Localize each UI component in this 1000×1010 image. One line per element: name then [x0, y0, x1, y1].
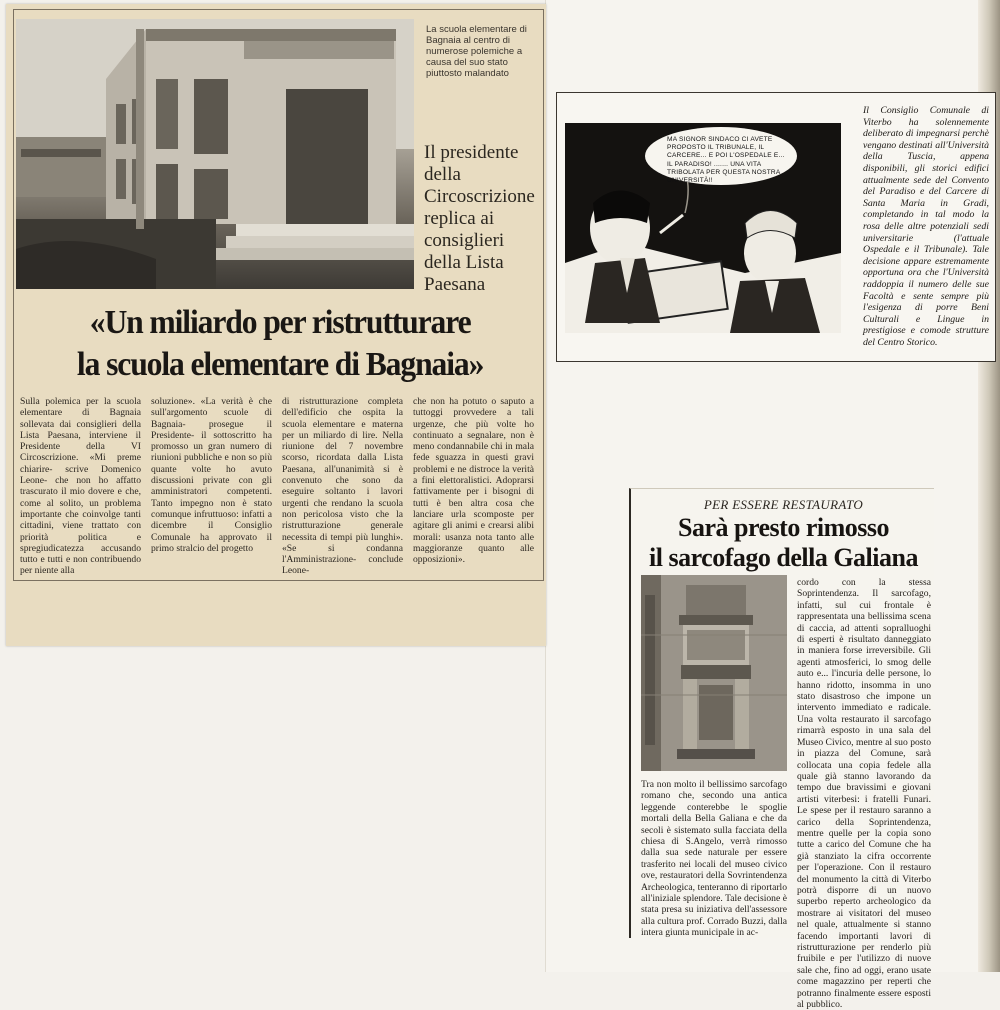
article-title	[631, 513, 936, 573]
article-column-right: cordo con la stessa Soprintendenza. Il sarcofago, infatti, sul cui frontale è rappresentata una bellissima scena di caccia, ad attenti sopralluoghi di esperti è risultato danneggiato in maniera forse irreversibile. Gli agenti atmosferici, lo smog delle auto e... l'incuria delle persone, lo hanno ridotto, insomma in uno stato disastroso che impone un intervento immediato e radicale. Una volta restaurato il sarcofago rimarrà esposto in una sala del Museo Civico, mentre al suo posto in piazza del Comune, sarà collocata una copia fedele alla quale già stanno lavorando da tempo due bravissimi e giovani artisti viterbesi: i fratelli Funari. Le spese per il restauro saranno a carico della Soprintendenza, mentre quelle per la copia sono tutte a carico del Comune che ha già stanziato la cifra occorrente per l'operazione. Con il restauro del monumento la città di Viterbo potrà disporre di un nuovo superbo reperto archeologico da mostrare ai visitatori del museo nel quale, attualmente si stanno facendo importanti lavori di ristrutturazione per renderlo più fruibile e per l'utilizzo di nuove sale che, fino ad oggi, erano usate come magazzino per reperti che potranno finalmente essere esposti al pubblico.	[797, 577, 931, 1010]
school-building-photo	[16, 19, 414, 289]
sarcophagus-photo	[641, 575, 787, 771]
article-column-1: Sulla polemica per la scuola elementare di Bagnaia sollevata dai consiglieri della Lista Paesana, interviene il Presidente della VI Circoscrizione. «Mi preme chiarire- scrive Domenico Leone- che non ho affatto trascurato il mio dovere e che, come al solito, un problema importante che coinvolge tanti cittadini, viene trattato con priorità politica e spregiudicatezza accusando tutto e tutti e non contribuendo per niente alla	[20, 396, 141, 577]
article-column-3: di ristrutturazione completa dell'edificio che ospita la scuola elementare e materna per un miliardo di lire. Nella riunione del 7 novembre scorso, ricordata dalla Lista Paesana, all'unanimità si è convenuto che sono da eseguire soltanto i lavori urgenti che rendano la scuola non pericolosa visto che la ristrutturazione generale necessita di tempi più lunghi». «Se si condanna l'Amministrazione- conclude Leone-	[282, 396, 403, 577]
photo-caption: La scuola elementare di Bagnaia al centro di numerose polemiche a causa del suo stato piuttosto malandato	[426, 24, 527, 79]
article-headline	[16, 302, 544, 386]
article-body	[20, 396, 534, 576]
sarcophagus-drawing	[641, 575, 787, 771]
headline-line-1: «Un miliardo per ristrutturare	[89, 304, 471, 341]
article-column-2: soluzione». «La verità è che sull'argomento scuole di Bagnaia- prosegue il Presidente- il sottoscritto ha promosso un gran numero di riunioni pubbliche e non so più quante volte ho avuto discussioni private con gli amministratori competenti. Tanto impegno non è stato comunque infruttuoso: infatti a dicembre il Consiglio Comunale ha approvato il primo stralcio del progetto	[151, 396, 272, 554]
clipping-university-cartoon	[556, 92, 996, 362]
article-subhead: Il presidente della Circoscrizione replica ai consiglieri della Lista Paesana	[424, 142, 535, 295]
article-kicker: PER ESSERE RESTAURATO	[703, 497, 864, 512]
title-line-2: il sarcofago della Galiana	[649, 543, 918, 572]
clipping-sarcophagus-article	[629, 488, 934, 1010]
article-column-left: Tra non molto il bellissimo sarcofago romano che, secondo una antica leggende conterebbe le spoglie mortali della Bella Galiana e che da secoli è sistemato sulla facciata della chiesa di S.Angelo, verrà rimosso dalla sua sede naturale per essere trasferito nei locali del museo civico ove, restauratori della Sovrintendenza Archeologica, tenteranno di riportarlo all'iniziale splendore. Tale decisione è stata presa su iniziativa dell'assessore alla cultura prof. Corrado Buzzi, dalla intera giunta municipale in ac-	[641, 779, 787, 939]
headline-line-2: la scuola elementare di Bagnaia»	[76, 346, 484, 383]
cartoon-illustration	[565, 123, 841, 333]
clipping-school-article	[6, 4, 546, 646]
article-column-4: che non ha potuto o saputo a tuttoggi provvedere a tali urgenze, che più volte ho continuato a segnalare, non è meno condannabile chi in mala fede sguazza in questi gravi problemi e ne distroce la verità a fini elettoralistici. Adoprarsi fattivamente per i bisogni di tutti è ben altra cosa che lanciare urla scomposte per agitare gli animi e crearsi alibi morali: usanza nota tanto alle maggioranze quanto alle opposizioni».	[413, 396, 534, 566]
cartoon-article-text: Il Consiglio Comunale di Viterbo ha solennemente deliberato di impegnarsi perchè vengano destinati all'Università della Tuscia, appena disponibili, gli storici edifici attualmente sede del Convento del Paradiso e del Carcere di Santa Maria in Gradi, completando in tal modo la rosa delle altre potenziali sedi universitarie (l'attuale Ospedale e il Tribunale). Tale decisione appare estremamente opportuna ora che l'Università raddoppia il numero delle sue Facoltà e sente sempre più l'esigenza di porre Beni Culturali e Lingue in prestigiose e comode strutture del Centro Storico.	[863, 105, 989, 348]
cartoon-speech-bubble: MA SIGNOR SINDACO CI AVETE PROPOSTO IL TRIBUNALE, IL CARCERE... E POI L'OSPEDALE E... IL PARADISO! ....... UNA VITA TRIBOLATA PER QUESTA NOSTRA UNIVERSITÀ!!	[645, 127, 797, 185]
title-line-1: Sarà presto rimosso	[677, 513, 889, 542]
school-building-drawing	[16, 19, 414, 289]
